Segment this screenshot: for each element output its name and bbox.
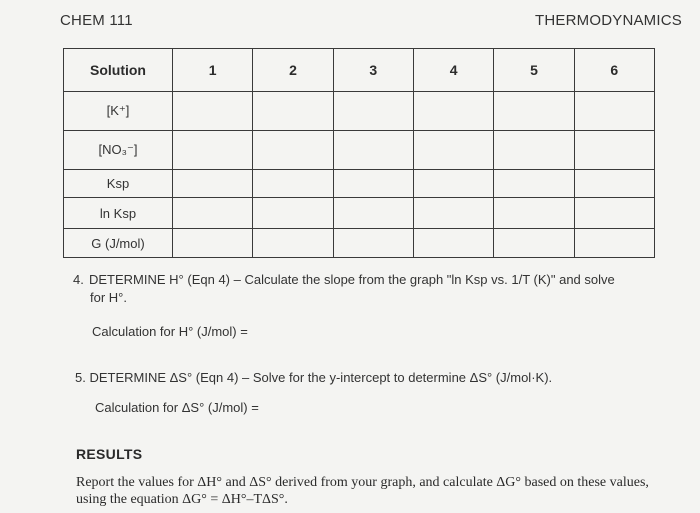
question-4-line-1: DETERMINE H° (Eqn 4) – Calculate the slope from the graph "ln Ksp vs. 1/T (K)" and solve	[89, 272, 615, 287]
topic-header: THERMODYNAMICS	[535, 12, 682, 29]
table-cell[interactable]	[253, 170, 333, 198]
table-cell[interactable]	[173, 229, 253, 258]
table-row	[64, 131, 655, 170]
table-cell[interactable]	[253, 198, 333, 229]
table-cell[interactable]	[574, 131, 654, 170]
calculation-s-prompt: Calculation for ΔS° (J/mol) =	[95, 400, 259, 415]
question-4-line-2: for H°.	[90, 290, 127, 305]
column-header-2: 2	[253, 49, 333, 92]
column-header-3: 3	[333, 49, 413, 92]
table-cell[interactable]	[413, 229, 493, 258]
course-header: CHEM 111	[60, 12, 133, 29]
table-cell[interactable]	[253, 131, 333, 170]
table-cell[interactable]	[413, 170, 493, 198]
table-cell[interactable]	[253, 92, 333, 131]
column-header-6: 6	[574, 49, 654, 92]
question-5: 5. DETERMINE ΔS° (Eqn 4) – Solve for the y-intercept to determine ΔS° (J/mol·K).	[75, 370, 553, 385]
table-cell[interactable]	[333, 170, 413, 198]
table-cell[interactable]	[333, 92, 413, 131]
table-cell[interactable]	[333, 131, 413, 170]
table-row	[64, 198, 655, 229]
row-label-ln-ksp: ln Ksp	[64, 198, 173, 229]
data-table	[63, 48, 655, 258]
table-cell[interactable]	[253, 229, 333, 258]
results-heading: RESULTS	[76, 446, 143, 462]
column-header-4: 4	[413, 49, 493, 92]
table-cell[interactable]	[574, 170, 654, 198]
table-cell[interactable]	[413, 92, 493, 131]
table-cell[interactable]	[494, 198, 574, 229]
table-cell[interactable]	[173, 92, 253, 131]
table-cell[interactable]	[173, 131, 253, 170]
results-instructions: Report the values for ΔH° and ΔS° derived from your graph, and calculate ΔG° based on these values, using the equation ΔG° = ΔH°–TΔS°.	[76, 475, 649, 507]
table-header-row	[64, 49, 655, 92]
table-cell[interactable]	[173, 170, 253, 198]
row-label-no3: [NO₃⁻]	[64, 131, 173, 170]
table-cell[interactable]	[574, 229, 654, 258]
table-cell[interactable]	[333, 198, 413, 229]
calculation-h-prompt: Calculation for H° (J/mol) =	[92, 324, 248, 339]
table-cell[interactable]	[494, 92, 574, 131]
column-header-5: 5	[494, 49, 574, 92]
row-label-g: G (J/mol)	[64, 229, 173, 258]
table-cell[interactable]	[413, 131, 493, 170]
question-4-number: 4.	[73, 272, 84, 287]
column-header-1: 1	[173, 49, 253, 92]
question-4	[73, 271, 673, 307]
table-cell[interactable]	[494, 229, 574, 258]
table-row	[64, 92, 655, 131]
table-row	[64, 170, 655, 198]
table-cell[interactable]	[413, 198, 493, 229]
table-cell[interactable]	[574, 198, 654, 229]
table-cell[interactable]	[494, 131, 574, 170]
column-header-solution: Solution	[64, 49, 173, 92]
table-cell[interactable]	[173, 198, 253, 229]
table-cell[interactable]	[333, 229, 413, 258]
table-cell[interactable]	[574, 92, 654, 131]
row-label-k: [K⁺]	[64, 92, 173, 131]
table-cell[interactable]	[494, 170, 574, 198]
row-label-ksp: Ksp	[64, 170, 173, 198]
table-row	[64, 229, 655, 258]
